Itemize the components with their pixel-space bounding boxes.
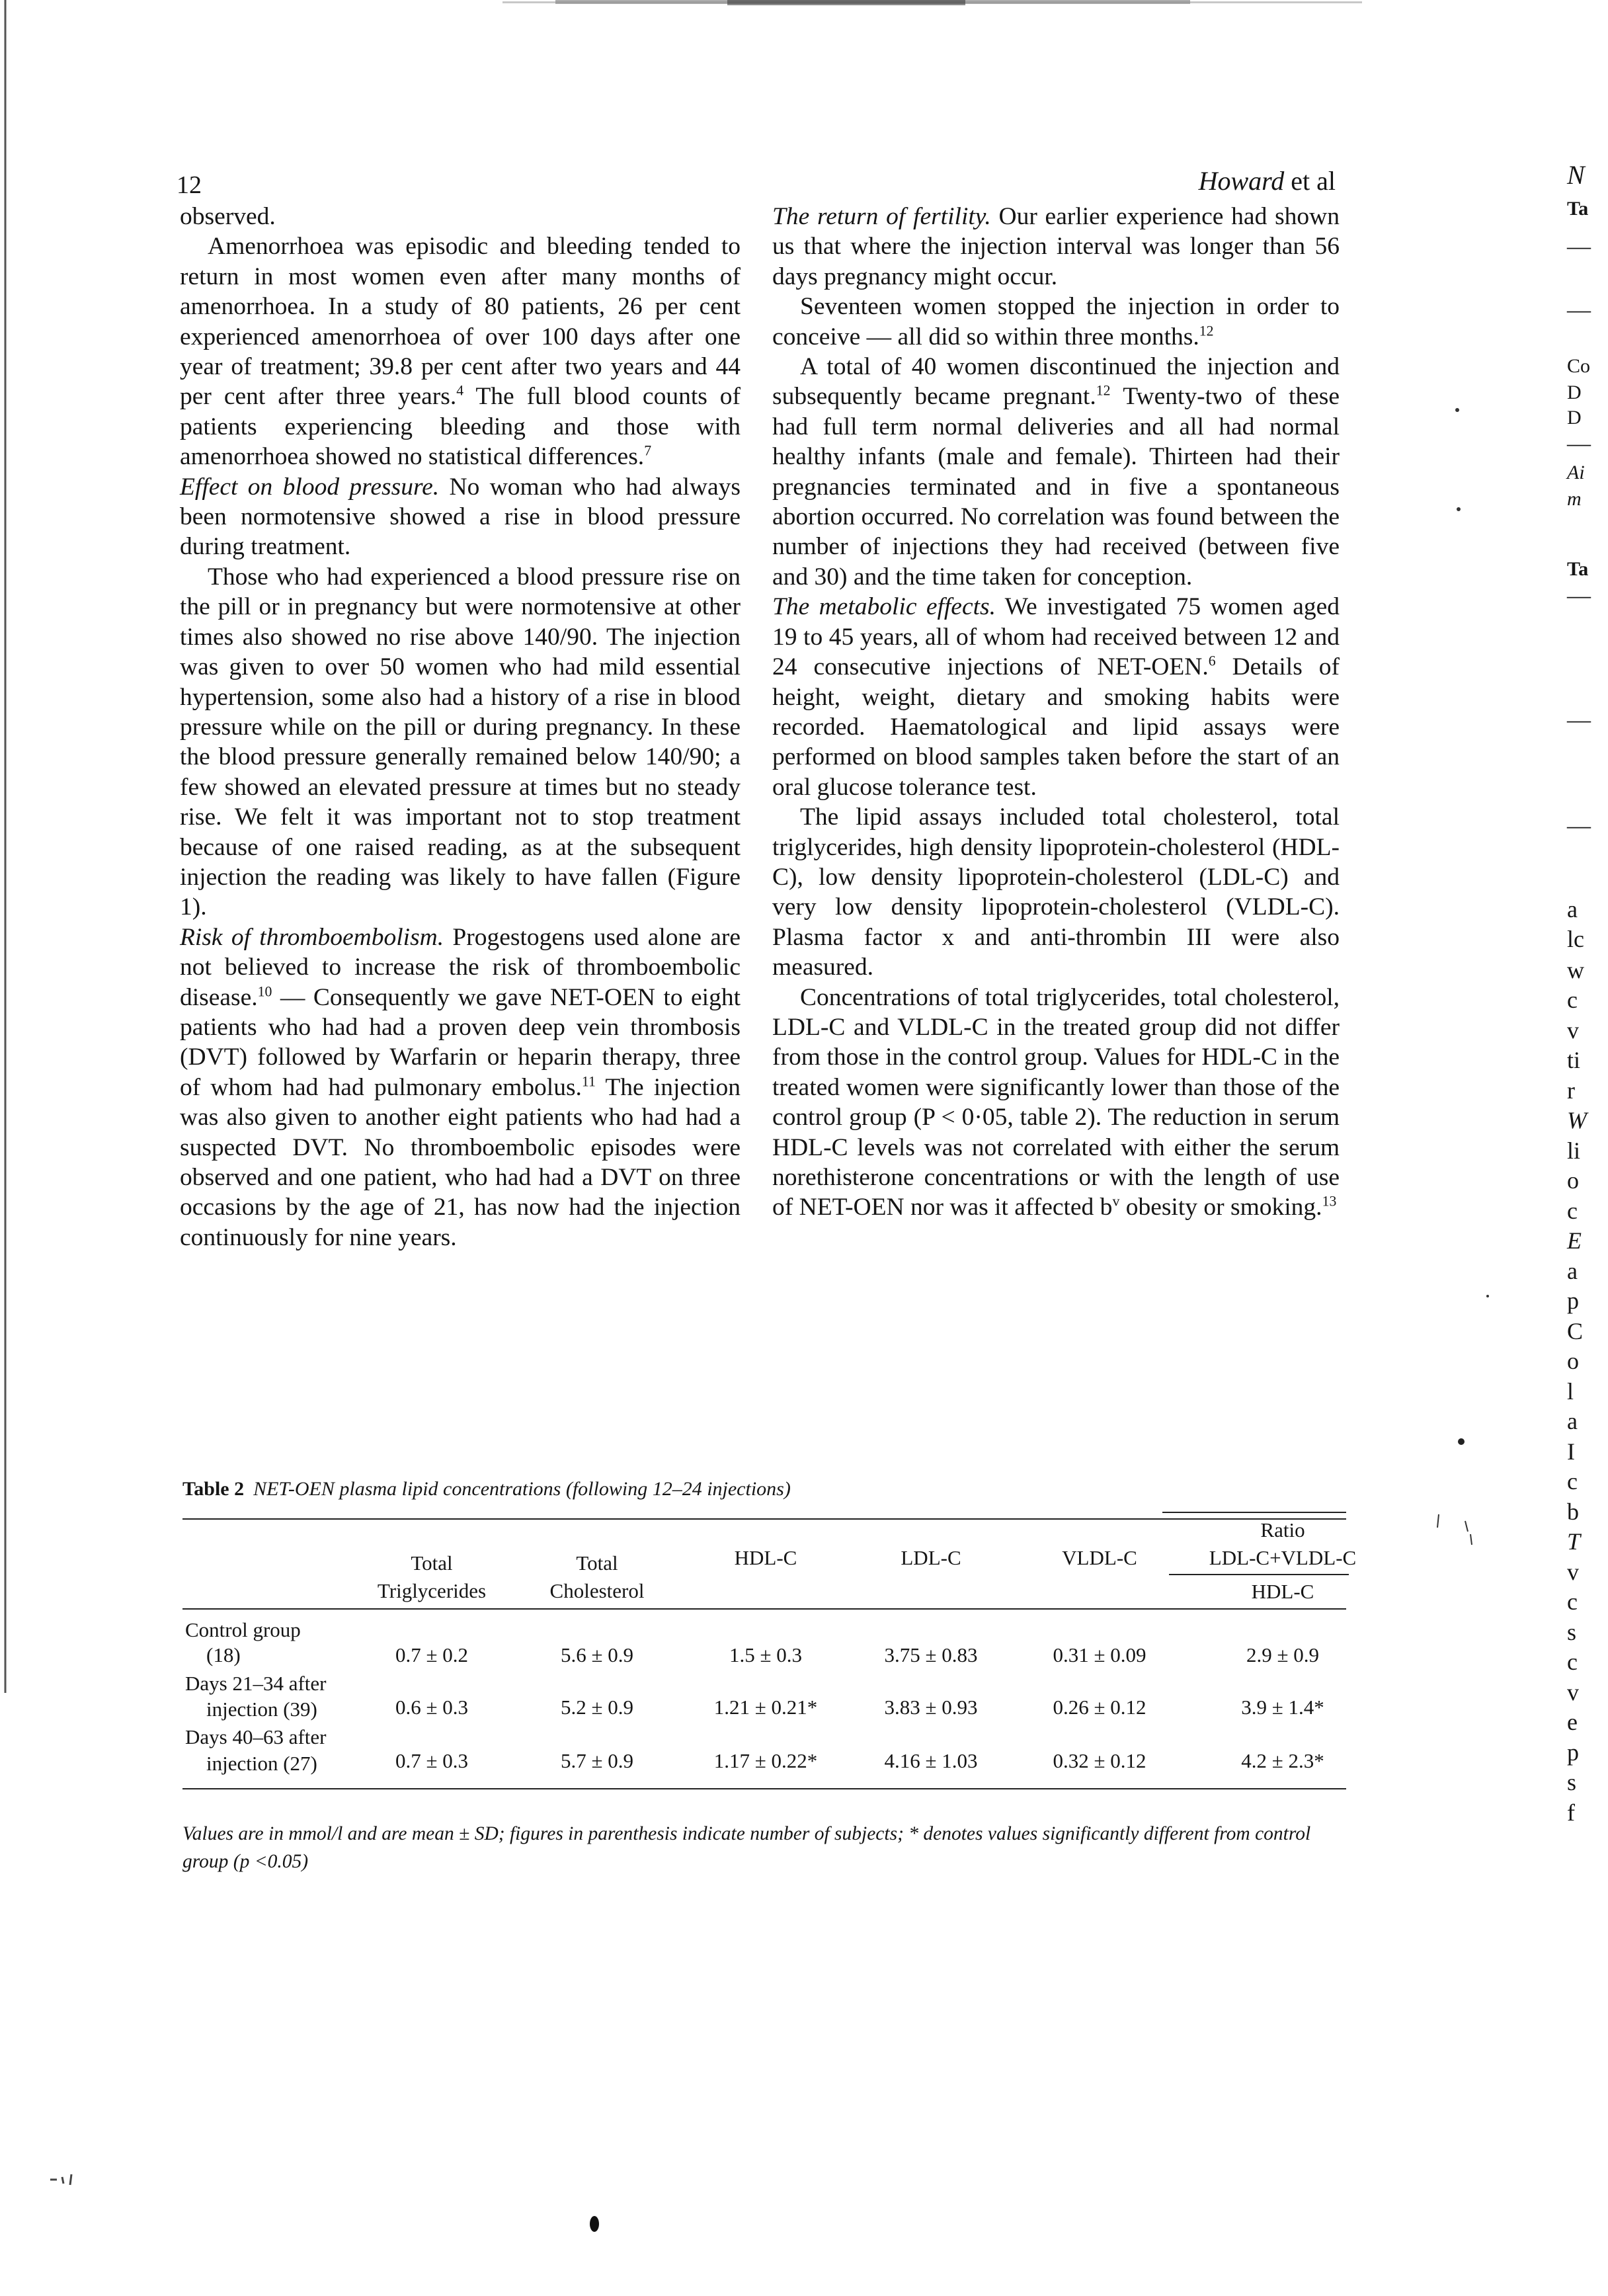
header-ldl: LDL-C [901, 1546, 961, 1569]
ref-10: 10 [257, 983, 272, 1000]
right-paragraph-concentrations [772, 983, 1340, 1223]
edge-fragment: p [1567, 1739, 1579, 1766]
fertility-text: Our earlier experience had shown us that where the injection interval was longer than 56 days pregnancy might occur. [772, 203, 1340, 290]
ref-7: 7 [644, 442, 652, 459]
table-rule-ratio-top [1162, 1512, 1346, 1513]
edge-fragment: l [1567, 1378, 1574, 1405]
edge-fragment: s [1567, 1619, 1577, 1645]
ref-12b: 12 [1096, 382, 1111, 399]
page-number: 12 [177, 171, 202, 199]
edge-fragment: b [1567, 1498, 1579, 1525]
edge-fragment: lc [1567, 926, 1584, 952]
cell-triglycerides: 0.7 ± 0.2 [395, 1643, 469, 1666]
edge-fragment: Ai [1567, 462, 1585, 483]
header-cholesterol-2: Cholesterol [549, 1579, 645, 1602]
header-hdl: HDL-C [734, 1546, 797, 1569]
cell-cholesterol: 5.7 ± 0.9 [560, 1749, 634, 1772]
edge-fragment: Co [1567, 355, 1591, 377]
cell-hdl: 1.21 ± 0.21* [713, 1696, 818, 1719]
edge-fragment: Ta [1567, 198, 1589, 220]
cell-cholesterol: 5.2 ± 0.9 [560, 1696, 634, 1719]
metabolic-text: We investigated 75 women aged 19 to 45 years, all of whom had received between 12 and 24 consecutive injections of NET-OEN. [772, 593, 1340, 681]
edge-fragment: w [1567, 957, 1584, 983]
cell-vldl: 0.32 ± 0.12 [1053, 1749, 1146, 1772]
edge-fragment: — [1567, 430, 1591, 456]
section-heading-blood-pressure: Effect on blood pressure. [180, 473, 440, 501]
table-title: NET-OEN plasma lipid concentrations (following 12–24 injections) [253, 1478, 791, 1500]
running-header [1199, 164, 1336, 198]
thromboembolism-text: Progestogens used alone are not believed to increase the risk of thromboembolic disease. [180, 923, 741, 1011]
edge-fragment: r [1567, 1077, 1575, 1104]
left-paragraph-hypertension: Those who had experienced a blood pressure rise on the pill or in pregnancy but were normotensive at other times also showed no rise above 140/90. The injection was given to over 50 women who had mild essential hypertension, some also had a history of a rise in blood pressure while on the pill or during pregnancy. In these the blood pressure generally remained below 140/90; a few showed an elevated pressure at times but no steady rise. We felt it was important not to stop treatment because of one raised reading, as at the subsequent injection the reading was likely to have fallen (Figure 1). [180, 563, 741, 921]
edge-fragment: li [1567, 1137, 1581, 1164]
cell-ratio: 4.2 ± 2.3* [1241, 1749, 1324, 1772]
edge-fragment: — [1567, 296, 1591, 323]
header-cholesterol-1: Total [576, 1551, 618, 1575]
right-paragraph-pregnant [772, 352, 1340, 592]
edge-fragment: c [1567, 1468, 1578, 1495]
edge-fragment: — [1567, 233, 1591, 259]
edge-fragment: o [1567, 1348, 1579, 1374]
table-rule-header-bottom [182, 1608, 1346, 1610]
edge-fragment: D [1567, 382, 1582, 403]
amenorrhoea-text-cont: The full blood counts of patients experiencing bleeding and those with amenorrhoea showed no statistical differences. [180, 383, 741, 471]
edge-fragment: v [1567, 1017, 1579, 1044]
right-paragraph-fertility [772, 202, 1340, 292]
edge-fragment: — [1567, 582, 1591, 608]
table-label: Table 2 [182, 1478, 245, 1500]
concentrations-tail: v [1112, 1193, 1120, 1210]
row-label: Control group [185, 1618, 301, 1641]
edge-fragment: ti [1567, 1047, 1581, 1073]
header-ratio-numerator: LDL-C+VLDL-C [1209, 1546, 1357, 1569]
scan-top-noise [502, 0, 1362, 9]
cell-vldl: 0.26 ± 0.12 [1053, 1696, 1146, 1719]
thromboembolism-text-3: The injection was also given to another eight patients who had had a suspected DVT. No thromboembolic episodes were observed and one patient, who had had a DVT on three occasions by the age of 21, has now had the injection continuously for nine years. [180, 1073, 741, 1251]
metabolic-text-cont: Details of height, weight, dietary and smoking habits were recorded. Haematological and lipid assays were performed on blood samples taken before the start of an oral glucose tolerance test. [772, 653, 1340, 801]
amenorrhoea-text: Amenorrhoea was episodic and bleeding tended to return in most women even after many months of amenorrhoea. In a study of 80 patients, 26 per cent experienced amenorrhoea of over 100 days after one year of treatment; 39.8 per cent after two years and 44 per cent after three years. [180, 233, 741, 411]
edge-fragment: v [1567, 1559, 1579, 1585]
row-label-sub: (18) [206, 1643, 241, 1666]
edge-fragment: f [1567, 1799, 1575, 1826]
running-header-etal: et al [1284, 166, 1336, 196]
ratio-fraction-bar [1169, 1574, 1349, 1575]
scan-left-edge-line [0, 0, 11, 1719]
edge-fragment: a [1567, 1408, 1578, 1434]
left-paragraph-observed: observed. [180, 203, 276, 230]
cell-ldl: 3.75 ± 0.83 [884, 1643, 978, 1666]
edge-fragment: s [1567, 1769, 1577, 1795]
concentrations-end: obesity or smoking. [1119, 1194, 1322, 1221]
thromboembolism-text-2: — Consequently we gave NET-OEN to eight patients who had had a proven deep vein thrombosis (DVT) followed by Warfarin or heparin therapy, three of whom had had pulmonary embolus. [180, 983, 741, 1101]
table-footnote: Values are in mmol/l and are mean ± SD; figures in parenthesis indicate number of subjects; * denotes values significantly different from control group (p <0.05) [182, 1823, 1311, 1872]
scan-speck-marks [1428, 291, 1508, 1865]
cell-ldl: 4.16 ± 1.03 [884, 1749, 978, 1772]
blood-pressure-text: No woman who had always been normotensive showed a rise in blood pressure during treatment. [180, 473, 741, 561]
edge-fragment: a [1567, 1258, 1578, 1284]
cell-ratio: 2.9 ± 0.9 [1246, 1643, 1320, 1666]
header-vldl: VLDL-C [1062, 1546, 1137, 1569]
cell-ldl: 3.83 ± 0.93 [884, 1696, 978, 1719]
row-label: Days 21–34 after [185, 1672, 327, 1695]
edge-fragment: e [1567, 1709, 1578, 1735]
edge-fragment: c [1567, 1649, 1578, 1675]
pregnant-text: A total of 40 women discontinued the injection and subsequently became pregnant. [772, 353, 1340, 411]
section-heading-fertility: The return of fertility. [772, 203, 991, 230]
edge-fragment: T [1567, 1528, 1581, 1555]
edge-fragment: p [1567, 1288, 1579, 1314]
right-paragraph-conceive [772, 292, 1340, 352]
edge-fragment: D [1567, 407, 1582, 429]
section-heading-metabolic: The metabolic effects. [772, 593, 996, 621]
ref-13: 13 [1322, 1193, 1337, 1210]
right-paragraph-lipid-assays: The lipid assays included total cholesterol, total triglycerides, high density lipoprotein-cholesterol (HDL-C), low density lipoprotein-cholesterol (LDL-C) and very low density lipoprotein-cholesterol (VLDL-C). Plasma factor x and anti-thrombin III were also measured. [772, 803, 1340, 981]
header-triglycerides-2: Triglycerides [377, 1579, 487, 1602]
edge-fragment: C [1567, 1318, 1584, 1344]
edge-fragment: o [1567, 1167, 1579, 1194]
section-heading-thromboembolism: Risk of thromboembolism. [180, 923, 444, 951]
running-header-author: Howard [1198, 166, 1285, 196]
cell-triglycerides: 0.7 ± 0.3 [395, 1749, 469, 1772]
cell-triglycerides: 0.6 ± 0.3 [395, 1696, 469, 1719]
header-ratio-denominator: HDL-C [1251, 1580, 1314, 1603]
table-rule-bottom [182, 1788, 1346, 1789]
cell-cholesterol: 5.6 ± 0.9 [560, 1643, 634, 1666]
pregnant-text-cont: Twenty-two of these had full term normal deliveries and all had normal healthy infants (male and female). Thirteen had their pregnancies terminated and in five a spontaneous abortion occurred. No correlation was found between the number of injections they had received (between five and 30) and the time taken for conception. [772, 383, 1340, 591]
row-label-sub: injection (39) [206, 1698, 317, 1721]
right-column [772, 202, 1340, 1223]
left-paragraph-amenorrhoea [180, 231, 741, 472]
table-caption [182, 1476, 1346, 1502]
edge-fragment: W [1567, 1107, 1587, 1133]
left-paragraph-blood-pressure [180, 472, 741, 562]
cell-vldl: 0.31 ± 0.09 [1053, 1643, 1146, 1666]
cell-ratio: 3.9 ± 1.4* [1241, 1696, 1324, 1719]
edge-fragment: c [1567, 987, 1578, 1013]
edge-fragment: m [1567, 488, 1582, 510]
ref-4: 4 [456, 382, 464, 399]
header-ratio: Ratio [1260, 1518, 1305, 1541]
left-column [180, 202, 741, 1252]
header-triglycerides-1: Total [411, 1551, 453, 1575]
scan-corner-mark [48, 2170, 87, 2190]
row-label: Days 40–63 after [185, 1725, 327, 1748]
conceive-text: Seventeen women stopped the injection in order to conceive — all did so within three months. [772, 293, 1340, 350]
table-rule-top [182, 1518, 1346, 1520]
edge-fragment: Ta [1567, 558, 1589, 580]
cell-hdl: 1.17 ± 0.22* [713, 1749, 818, 1772]
edge-fragment: c [1567, 1588, 1578, 1615]
edge-fragment: — [1567, 812, 1591, 839]
edge-fragment: v [1567, 1679, 1579, 1705]
row-label-sub: injection (27) [206, 1752, 317, 1775]
ref-12: 12 [1199, 323, 1214, 339]
scan-ink-blot-bottom [587, 2214, 602, 2234]
ref-6: 6 [1208, 653, 1216, 669]
left-paragraph-thromboembolism [180, 922, 741, 1252]
cell-hdl: 1.5 ± 0.3 [729, 1643, 803, 1666]
edge-fragment: c [1567, 1198, 1578, 1224]
edge-fragment: N [1567, 160, 1585, 190]
edge-fragment: E [1567, 1227, 1582, 1254]
edge-fragment: — [1567, 706, 1591, 733]
right-paragraph-metabolic [772, 592, 1340, 802]
ref-11: 11 [581, 1073, 596, 1090]
edge-fragment: I [1567, 1438, 1575, 1465]
concentrations-text: Concentrations of total triglycerides, total cholesterol, LDL-C and VLDL-C in the treated group did not differ from those in the control group. Values for HDL-C in the treated women were significantly lower than those of the control group (P < 0·05, table 2). The reduction in serum HDL-C levels was not correlated with either the serum norethisterone concentrations or with the length of use of NET-OEN nor was it affected b [772, 983, 1340, 1221]
edge-fragment: a [1567, 896, 1578, 922]
